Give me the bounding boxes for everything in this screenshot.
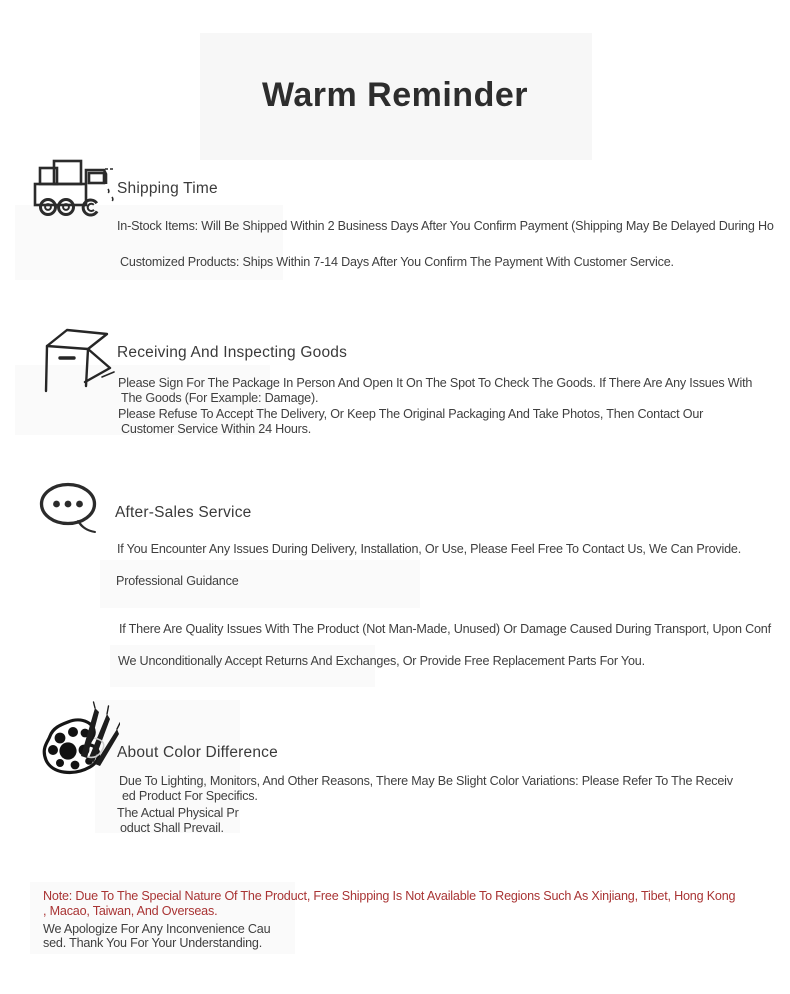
receiving-paragraph-refuse	[118, 407, 703, 436]
aftersales-paragraph-quality	[119, 622, 771, 637]
color-paragraph-actual	[117, 806, 239, 835]
shipping-restriction-note	[43, 889, 735, 919]
receiving-paragraph-sign	[118, 376, 752, 405]
truck-icon	[33, 159, 115, 217]
note-line: We Apologize For Any Inconvenience Cau	[43, 922, 271, 936]
open-box-icon	[40, 325, 116, 397]
section-heading-receiving-goods: Receiving And Inspecting Goods	[117, 344, 348, 361]
paragraph-line: ed Product For Specifics.	[122, 788, 258, 803]
paragraph-line: Professional Guidance	[116, 574, 239, 588]
paragraph-line: In-Stock Items: Will Be Shipped Within 2 Business Days After You Confirm Payment (Shipping May Be Delayed During Ho	[117, 219, 774, 233]
chat-bubble-icon	[39, 479, 101, 535]
paragraph-line: Please Sign For The Package In Person And Open It On The Spot To Check The Goods. If There Are Any Issues With	[118, 376, 753, 390]
apology-note	[43, 922, 270, 951]
aftersales-paragraph-returns	[118, 654, 645, 669]
color-paragraph-lighting	[119, 774, 733, 803]
aftersales-paragraph-guidance	[116, 574, 239, 589]
section-heading-after-sales: After-Sales Service	[115, 504, 252, 521]
paragraph-line: Please Refuse To Accept The Delivery, Or Keep The Original Packaging And Take Photos, Then Contact Our	[118, 407, 704, 421]
paragraph-line: The Actual Physical Pr	[117, 806, 239, 820]
section-heading-color-difference: About Color Difference	[117, 744, 278, 761]
aftersales-paragraph-contact	[117, 542, 741, 557]
paragraph-line: We Unconditionally Accept Returns And Exchanges, Or Provide Free Replacement Parts For You.	[118, 654, 645, 668]
paragraph-line: If There Are Quality Issues With The Product (Not Man-Made, Unused) Or Damage Caused During Transport, Upon Conf	[119, 622, 771, 636]
shipping-paragraph-instock	[117, 219, 774, 234]
note-line: Note: Due To The Special Nature Of The Product, Free Shipping Is Not Available To Regions Such As Xinjiang, Tibet, Hong Kong	[43, 889, 736, 903]
shipping-paragraph-customized	[120, 255, 674, 270]
paragraph-line: If You Encounter Any Issues During Delivery, Installation, Or Use, Please Feel Free To Contact Us, We Can Provide.	[117, 542, 741, 556]
paragraph-line: The Goods (For Example: Damage).	[121, 390, 319, 405]
paragraph-line: Due To Lighting, Monitors, And Other Reasons, There May Be Slight Color Variations: Please Refer To The Receiv	[119, 774, 733, 788]
note-line: sed. Thank You For Your Understanding.	[43, 936, 263, 951]
section-heading-shipping-time: Shipping Time	[117, 180, 218, 197]
paragraph-line: Customized Products: Ships Within 7-14 Days After You Confirm The Payment With Customer Service.	[120, 255, 674, 269]
paragraph-line: oduct Shall Prevail.	[120, 820, 224, 835]
page-title: Warm Reminder	[262, 76, 528, 114]
paint-palette-icon	[38, 700, 120, 778]
paragraph-line: Customer Service Within 24 Hours.	[121, 421, 312, 436]
note-line: , Macao, Taiwan, And Overseas.	[43, 904, 218, 919]
